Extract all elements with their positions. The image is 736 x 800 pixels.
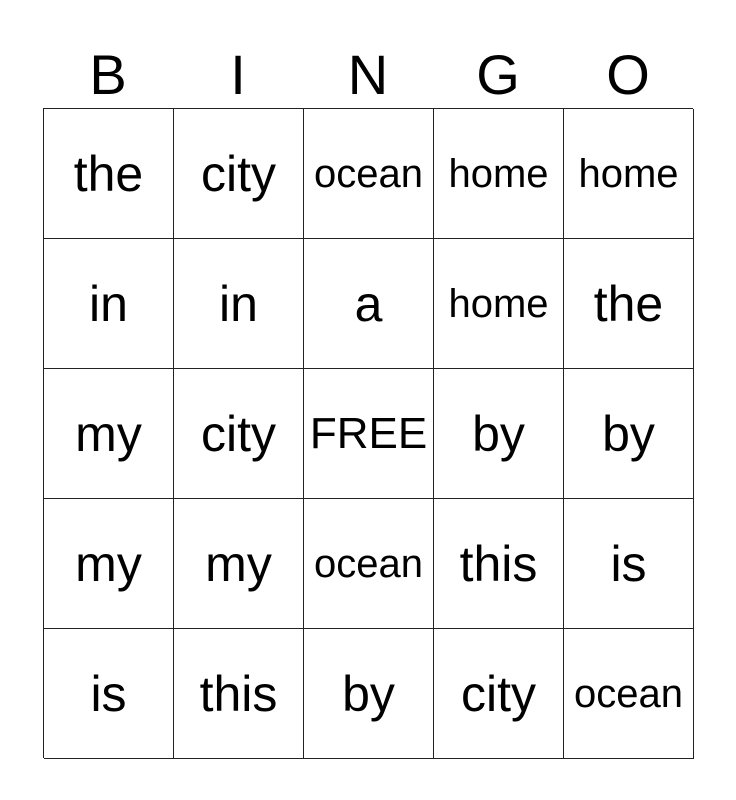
bingo-cell-r1-c2: city bbox=[174, 109, 304, 239]
bingo-cell-r3-c1: my bbox=[44, 369, 174, 499]
bingo-cell-r5-c2: this bbox=[174, 629, 304, 759]
bingo-cell-r4-c1: my bbox=[44, 499, 174, 629]
bingo-cell-r1-c5: home bbox=[564, 109, 694, 239]
bingo-cell-r5-c4: city bbox=[434, 629, 564, 759]
header-letter-i: I bbox=[230, 43, 246, 106]
bingo-cell-r1-c3: ocean bbox=[304, 109, 434, 239]
bingo-cell-r2-c2: in bbox=[174, 239, 304, 369]
bingo-cell-r3-c2: city bbox=[174, 369, 304, 499]
bingo-cell-r1-c1: the bbox=[44, 109, 174, 239]
bingo-cell-r3-c4: by bbox=[434, 369, 564, 499]
bingo-cell-r4-c2: my bbox=[174, 499, 304, 629]
bingo-cell-r2-c5: the bbox=[564, 239, 694, 369]
header-letter-o: O bbox=[606, 43, 650, 106]
bingo-cell-r4-c5: is bbox=[564, 499, 694, 629]
header-letter-b: B bbox=[89, 43, 127, 106]
header-letter-g: G bbox=[476, 43, 520, 106]
bingo-free-space: FREE bbox=[304, 369, 434, 499]
bingo-cell-r4-c4: this bbox=[434, 499, 564, 629]
bingo-cell-r5-c3: by bbox=[304, 629, 434, 759]
bingo-cell-r2-c1: in bbox=[44, 239, 174, 369]
header-letter-n: N bbox=[347, 43, 389, 106]
bingo-cell-r5-c5: ocean bbox=[564, 629, 694, 759]
bingo-cell-r5-c1: is bbox=[44, 629, 174, 759]
bingo-cell-r4-c3: ocean bbox=[304, 499, 434, 629]
bingo-cell-r2-c3: a bbox=[304, 239, 434, 369]
bingo-card-grid bbox=[43, 108, 693, 758]
bingo-cell-r3-c5: by bbox=[564, 369, 694, 499]
bingo-header bbox=[43, 42, 693, 108]
bingo-cell-r1-c4: home bbox=[434, 109, 564, 239]
bingo-cell-r2-c4: home bbox=[434, 239, 564, 369]
